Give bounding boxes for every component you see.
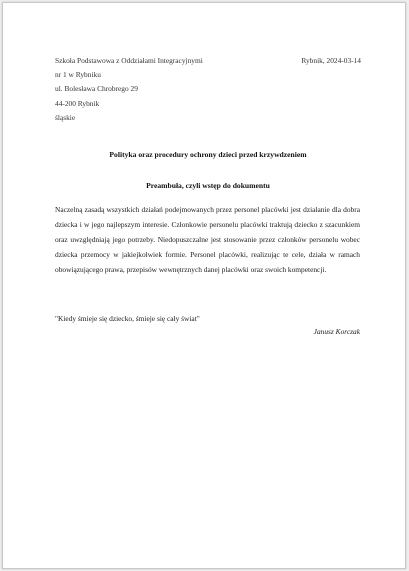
quote-author: Janusz Korczak (313, 327, 360, 336)
letterhead (55, 54, 361, 125)
section-heading: Preambuła, czyli wstęp do dokumentu (146, 181, 270, 190)
letterhead-first-row (55, 54, 361, 68)
place-and-date: Rybnik, 2024-03-14 (301, 56, 361, 65)
street-address: ul. Bolesława Chrobrego 29 (55, 84, 138, 94)
preamble-paragraph: Naczelną zasadą wszystkich działań podejmowanych przez personel placówki jest działanie dla dobra dziecka i w jego najlepszym interesie. Członkowie personelu placówki traktują dziecko z szacunkiem oraz uwzględniają jego potrzeby. Niedopuszczalne jest stosowanie przez członków personelu wobec dziecka przemocy w jakiejkolwiek formie. Personel placówki, realizując te cele, działa w ramach obowiązującego prawa, przepisów wewnętrznych danej placówki oraz swoich kompetencji. (55, 205, 360, 274)
voivodeship: śląskie (55, 112, 76, 122)
school-name: Szkoła Podstawowa z Oddziałami Integracyjnymi (55, 56, 203, 65)
quote-text: "Kiedy śmieje się dziecko, śmieje się cały świat" (55, 314, 200, 323)
school-name-continued: nr 1 w Rybniku (55, 70, 101, 80)
document-title: Polityka oraz procedury ochrony dzieci przed krzywdzeniem (109, 150, 307, 159)
document-page (2, 2, 406, 569)
postal-code-city: 44-200 Rybnik (55, 98, 100, 108)
